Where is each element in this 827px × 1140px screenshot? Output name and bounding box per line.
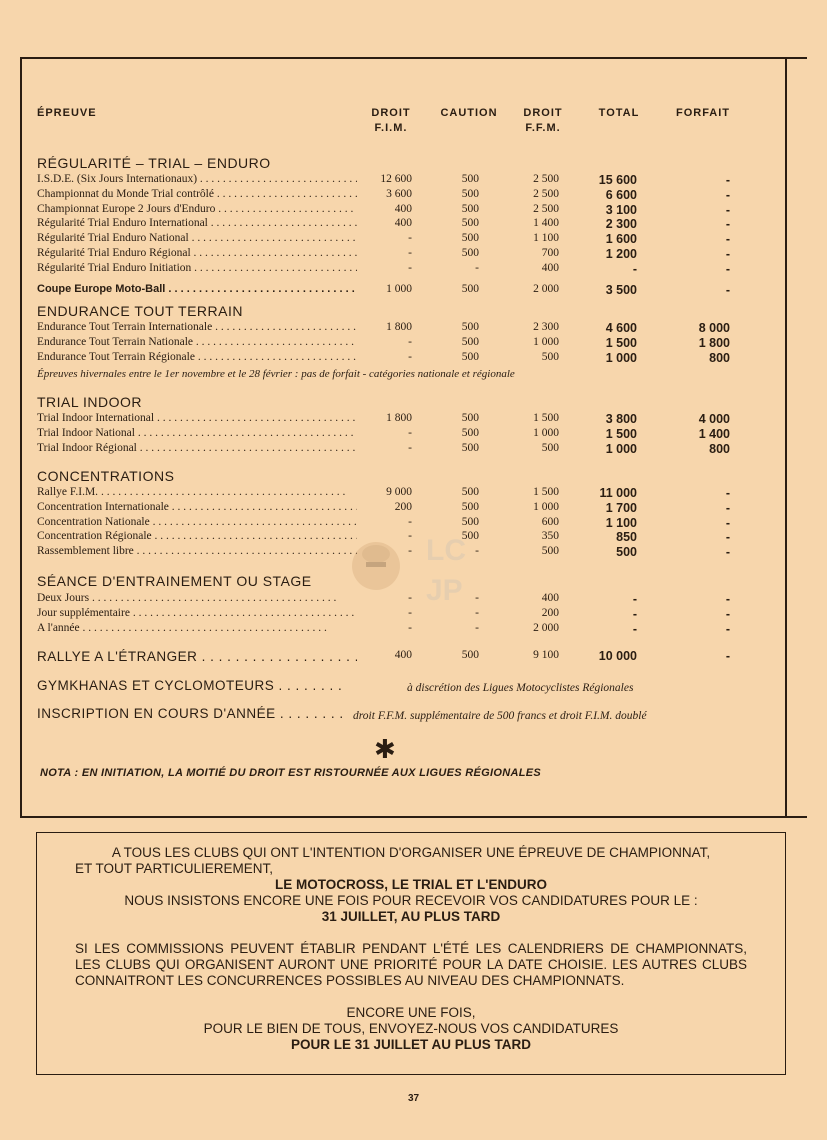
forfait-cell: - [725, 187, 730, 202]
forfait-cell: - [725, 606, 730, 621]
total-cell: 1 500 [605, 427, 637, 442]
table-row [37, 262, 737, 277]
collector-stamp-logo [348, 522, 478, 614]
table-row [37, 336, 737, 351]
total-cell: 1 000 [605, 442, 637, 457]
forfait-cell: 800 [709, 442, 730, 457]
caution-cell: 500 [461, 530, 479, 543]
row-label: Concentration Nationale . . . [37, 516, 357, 528]
droit-ffm-cell: 1 000 [533, 427, 559, 440]
caution-cell: 500 [461, 283, 479, 295]
droit-fim-cell: - [408, 621, 412, 634]
table-row [37, 622, 737, 637]
droit-ffm-cell: 400 [541, 592, 559, 604]
table-row [37, 321, 737, 336]
droit-fim-cell: 3 600 [386, 187, 412, 200]
droit-fim-cell: 400 [394, 649, 412, 661]
table-row [37, 203, 737, 218]
droit-fim-cell: - [408, 247, 412, 259]
total-cell: - [632, 621, 637, 636]
total-cell: 1 000 [605, 351, 637, 366]
caution-cell: - [475, 606, 479, 619]
caution-cell: 500 [461, 486, 479, 498]
droit-ffm-cell: 500 [541, 351, 559, 364]
gymkhanas-note: à discrétion des Ligues Motocyclistes Régionales [407, 682, 634, 694]
table-row [37, 351, 737, 366]
droit-fim-cell: - [408, 261, 412, 274]
header-epreuve: ÉPREUVE [37, 107, 97, 119]
row-label: RALLYE A L'ÉTRANGER . . . [37, 649, 357, 664]
caution-cell: 500 [461, 232, 479, 245]
table-row [37, 173, 737, 188]
forfait-cell: 4 000 [698, 412, 730, 426]
header-caution: CAUTION [440, 107, 498, 119]
forfait-cell: - [725, 592, 730, 606]
total-cell: - [632, 592, 637, 606]
total-cell: 6 600 [605, 187, 637, 202]
total-cell: 500 [616, 545, 637, 560]
forfait-cell: - [725, 649, 730, 663]
row-label: Championnat du Monde Trial contrôlé . . . [37, 188, 357, 200]
row-label: Rassemblement libre . . . [37, 545, 357, 557]
total-cell: - [632, 261, 637, 276]
droit-ffm-cell: 500 [541, 442, 559, 455]
row-label: Régularité Trial Enduro Régional . . . [37, 247, 357, 259]
table-row [37, 427, 737, 442]
forfait-cell: - [725, 530, 730, 545]
total-cell: 1 200 [605, 247, 637, 261]
row-label: Jour supplémentaire . . . [37, 607, 357, 619]
left-border [20, 57, 22, 818]
table-row [37, 649, 737, 664]
forfait-cell: - [725, 515, 730, 530]
droit-ffm-cell: 1 100 [533, 232, 559, 245]
notice-line-7: ENCORE UNE FOIS, [346, 1005, 476, 1020]
droit-fim-cell: 1 000 [386, 283, 412, 295]
total-cell: 1 500 [605, 336, 637, 351]
droit-fim-cell: 1 800 [386, 321, 412, 333]
row-label: Trial Indoor Régional . . . [37, 442, 357, 454]
droit-fim-cell: - [408, 515, 412, 528]
forfait-cell: - [725, 486, 730, 500]
row-label: Trial Indoor National . . . [37, 427, 357, 439]
caution-cell: - [475, 261, 479, 274]
caution-cell: - [475, 621, 479, 634]
droit-ffm-cell: 2 000 [533, 621, 559, 634]
row-label: Rallye F.I.M. . . . [37, 486, 357, 498]
forfait-cell: - [725, 247, 730, 261]
droit-ffm-cell: 2 500 [533, 202, 559, 215]
row-label: Championnat Europe 2 Jours d'Enduro . . . [37, 203, 357, 215]
notice-line-4: NOUS INSISTONS ENCORE UNE FOIS POUR RECEVOIR VOS CANDIDATURES POUR LE : [124, 893, 698, 908]
droit-ffm-cell: 2 000 [533, 283, 559, 295]
svg-text:JP: JP [426, 574, 463, 607]
row-label: Concentration Régionale . . . [37, 530, 357, 542]
right-border [785, 57, 787, 818]
section-title-regularite: RÉGULARITÉ – TRIAL – ENDURO [37, 155, 271, 171]
table-row [37, 217, 737, 232]
total-cell: 850 [616, 530, 637, 545]
droit-ffm-cell: 1 000 [533, 500, 559, 513]
forfait-cell: - [725, 283, 730, 297]
row-label: Coupe Europe Moto-Ball . . . [37, 283, 357, 295]
droit-ffm-cell: 700 [541, 247, 559, 259]
caution-cell: 500 [461, 427, 479, 440]
droit-ffm-cell: 1 500 [533, 412, 559, 424]
row-label: Régularité Trial Enduro National . . . [37, 232, 357, 244]
droit-ffm-cell: 500 [541, 545, 559, 558]
total-cell: 1 600 [605, 232, 637, 247]
caution-cell: 500 [461, 202, 479, 215]
endurance-note: Épreuves hivernales entre le 1er novembre et le 28 février : pas de forfait - catégories nationale et régionale [37, 368, 515, 380]
nota-text: NOTA : EN INITIATION, LA MOITIÉ DU DROIT EST RISTOURNÉE AUX LIGUES RÉGIONALES [40, 767, 542, 779]
droit-ffm-cell: 400 [541, 261, 559, 274]
droit-fim-cell: - [408, 442, 412, 455]
caution-cell: 500 [461, 217, 479, 230]
row-label: A l'année . . . [37, 622, 357, 634]
forfait-cell: - [725, 545, 730, 560]
forfait-cell: - [725, 500, 730, 515]
row-label: I.S.D.E. (Six Jours Internationaux) . . . [37, 173, 357, 185]
caution-cell: 500 [461, 649, 479, 661]
inscription-note: droit F.F.M. supplémentaire de 500 francs et droit F.I.M. doublé [353, 710, 647, 722]
forfait-cell: - [725, 202, 730, 217]
row-label: Endurance Tout Terrain Nationale . . . [37, 336, 357, 348]
total-cell: 10 000 [598, 649, 637, 663]
forfait-cell: 1 400 [698, 427, 730, 442]
total-cell: 3 500 [605, 283, 637, 297]
droit-ffm-cell: 2 300 [533, 321, 559, 333]
header-forfait: FORFAIT [675, 107, 731, 119]
page-number: 37 [407, 1093, 420, 1104]
row-label: Endurance Tout Terrain Régionale . . . [37, 351, 357, 363]
forfait-cell: 800 [709, 351, 730, 366]
droit-fim-cell: 12 600 [380, 173, 412, 185]
caution-cell: 500 [461, 515, 479, 528]
caution-cell: 500 [461, 351, 479, 364]
droit-fim-cell: - [408, 530, 412, 543]
droit-fim-cell: 400 [394, 202, 412, 215]
caution-cell: 500 [461, 442, 479, 455]
table-row [37, 247, 737, 262]
total-cell: 3 100 [605, 202, 637, 217]
caution-cell: 500 [461, 247, 479, 259]
droit-ffm-cell: 1 500 [533, 486, 559, 498]
droit-ffm-cell: 600 [541, 515, 559, 528]
total-cell: - [632, 606, 637, 621]
caution-cell: 500 [461, 336, 479, 349]
droit-fim-cell: - [408, 336, 412, 349]
caution-cell: 500 [461, 173, 479, 185]
notice-line-2: ET TOUT PARTICULIEREMENT, [75, 861, 274, 876]
droit-fim-cell: - [408, 545, 412, 558]
table-row [37, 232, 737, 247]
total-cell: 11 000 [599, 486, 637, 500]
table-row [37, 501, 737, 516]
droit-ffm-cell: 350 [541, 530, 559, 543]
caution-cell: 500 [461, 412, 479, 424]
droit-ffm-cell: 1 400 [533, 217, 559, 230]
forfait-cell: - [725, 261, 730, 276]
forfait-cell: - [725, 173, 730, 187]
section-title-seance: SÉANCE D'ENTRAINEMENT OU STAGE [37, 573, 312, 589]
header-droit-ffm: DROIT F.F.M. [523, 107, 563, 134]
notice-line-9: POUR LE 31 JUILLET AU PLUS TARD [290, 1037, 532, 1052]
table-row [37, 442, 737, 457]
total-cell: 1 700 [605, 500, 637, 515]
gymkhanas-label: GYMKHANAS ET CYCLOMOTEURS . . . [37, 678, 342, 693]
table-row [37, 188, 737, 203]
svg-text:LC: LC [426, 534, 466, 567]
total-cell: 1 100 [605, 515, 637, 530]
header-droit-fim: DROIT F.I.M. [371, 107, 411, 134]
droit-fim-cell: - [408, 351, 412, 364]
notice-box [36, 832, 786, 1075]
row-label: Endurance Tout Terrain Internationale . . . [37, 321, 357, 333]
forfait-cell: - [725, 621, 730, 636]
notice-paragraph: SI LES COMMISSIONS PEUVENT ÉTABLIR PENDANT L'ÉTÉ LES CALENDRIERS DE CHAMPIONNATS, LES CLUBS QUI ORGANISENT AURONT UNE PRIORITÉ POUR LA DATE CHOISIE. LES AUTRES CLUBS CONNAITRONT LES CONCURRENCES POSSIBLES AU NIVEAU DES CHAMPIONNATS. [75, 941, 747, 988]
total-cell: 3 800 [605, 412, 637, 426]
asterisk-ornament: ✱ [374, 735, 396, 765]
top-rule [20, 57, 807, 59]
droit-fim-cell: - [408, 427, 412, 440]
droit-ffm-cell: 200 [541, 606, 559, 619]
forfait-cell: - [725, 217, 730, 232]
forfait-cell: 1 800 [698, 336, 730, 351]
caution-cell: 500 [461, 500, 479, 513]
table-row [37, 412, 737, 427]
caution-cell: 500 [461, 321, 479, 333]
section-title-endurance: ENDURANCE TOUT TERRAIN [37, 303, 243, 319]
row-label: Régularité Trial Enduro International . . . [37, 217, 357, 229]
droit-fim-cell: 200 [394, 500, 412, 513]
forfait-cell: - [725, 232, 730, 247]
row-label: Concentration Internationale . . . [37, 501, 357, 513]
droit-fim-cell: 400 [394, 217, 412, 230]
inscription-label: INSCRIPTION EN COURS D'ANNÉE . . . [37, 706, 344, 721]
caution-cell: 500 [461, 187, 479, 200]
row-label: Régularité Trial Enduro Initiation . . . [37, 262, 357, 274]
droit-ffm-cell: 1 000 [533, 336, 559, 349]
total-cell: 15 600 [598, 173, 637, 187]
bottom-rule [20, 816, 807, 818]
notice-line-8: POUR LE BIEN DE TOUS, ENVOYEZ-NOUS VOS CANDIDATURES [203, 1021, 619, 1036]
header-total: TOTAL [598, 107, 640, 119]
row-label: Trial Indoor International . . . [37, 412, 357, 424]
droit-ffm-cell: 2 500 [533, 187, 559, 200]
caution-cell: - [475, 592, 479, 604]
notice-line-1: A TOUS LES CLUBS QUI ONT L'INTENTION D'ORGANISER UNE ÉPREUVE DE CHAMPIONNAT, [111, 845, 711, 860]
table-row [37, 283, 737, 298]
section-title-trial-indoor: TRIAL INDOOR [37, 394, 143, 410]
droit-ffm-cell: 9 100 [533, 649, 559, 661]
droit-fim-cell: - [408, 592, 412, 604]
table-row [37, 486, 737, 501]
total-cell: 4 600 [605, 321, 637, 335]
notice-line-3: LE MOTOCROSS, LE TRIAL ET L'ENDURO [275, 877, 547, 892]
forfait-cell: 8 000 [698, 321, 730, 335]
notice-line-5: 31 JUILLET, AU PLUS TARD [321, 909, 501, 924]
droit-fim-cell: - [408, 232, 412, 245]
caution-cell: - [475, 545, 479, 558]
droit-ffm-cell: 2 500 [533, 173, 559, 185]
droit-fim-cell: 1 800 [386, 412, 412, 424]
section-title-concentrations: CONCENTRATIONS [37, 468, 175, 484]
total-cell: 2 300 [605, 217, 637, 232]
row-label: Deux Jours . . . [37, 592, 357, 604]
droit-fim-cell: - [408, 606, 412, 619]
droit-fim-cell: 9 000 [386, 486, 412, 498]
